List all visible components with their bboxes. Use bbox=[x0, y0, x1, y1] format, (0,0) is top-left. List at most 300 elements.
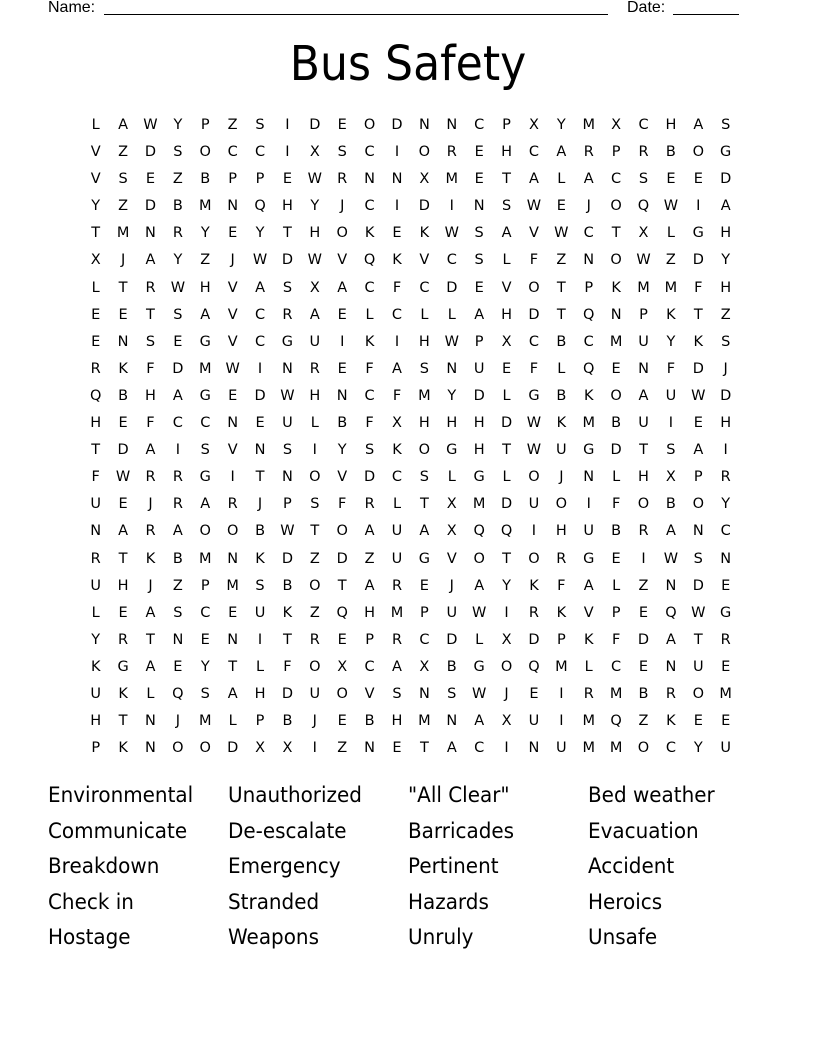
grid-letter: Q bbox=[583, 306, 595, 323]
grid-letter: F bbox=[611, 496, 621, 513]
grid-letter: N bbox=[117, 333, 129, 350]
grid-letter: U bbox=[391, 523, 403, 540]
grid-letter: Z bbox=[309, 604, 320, 621]
grid-letter: H bbox=[720, 225, 732, 242]
grid-letter: U bbox=[282, 415, 293, 432]
grid-letter: Z bbox=[364, 550, 375, 567]
grid-letter: S bbox=[447, 685, 457, 702]
grid-letter: V bbox=[583, 604, 594, 621]
grid-letter: Q bbox=[336, 604, 348, 621]
grid-letter: E bbox=[693, 415, 703, 432]
grid-letter: J bbox=[230, 252, 235, 269]
grid-letter: S bbox=[693, 550, 703, 567]
grid-letter: A bbox=[419, 523, 430, 540]
grid-letter: T bbox=[310, 523, 320, 540]
grid-letter: A bbox=[665, 523, 676, 540]
grid-letter: E bbox=[666, 171, 676, 188]
grid-letter: N bbox=[145, 225, 156, 242]
grid-row bbox=[82, 412, 739, 439]
grid-letter: K bbox=[556, 604, 567, 621]
word-list-item: Environmental bbox=[48, 783, 194, 807]
grid-letter: Y bbox=[200, 225, 210, 242]
grid-letter: S bbox=[638, 171, 649, 188]
grid-letter: S bbox=[282, 279, 293, 296]
word-list-item: Weapons bbox=[228, 925, 319, 950]
grid-letter: C bbox=[364, 144, 375, 161]
grid-letter: X bbox=[501, 631, 512, 648]
grid-row bbox=[82, 602, 739, 629]
grid-letter: A bbox=[693, 442, 704, 459]
grid-letter: L bbox=[502, 252, 511, 269]
word-list-item: Evacuation bbox=[588, 818, 699, 843]
grid-letter: S bbox=[173, 604, 183, 621]
grid-letter: N bbox=[528, 740, 540, 757]
grid-letter: T bbox=[639, 442, 648, 459]
grid-letter: S bbox=[474, 225, 484, 242]
grid-letter: B bbox=[337, 415, 348, 432]
grid-letter: H bbox=[364, 604, 376, 621]
grid-letter: C bbox=[364, 198, 375, 215]
grid-letter: O bbox=[336, 685, 348, 702]
grid-letter: F bbox=[146, 415, 155, 432]
grid-letter: P bbox=[584, 279, 594, 296]
grid-letter: H bbox=[473, 442, 485, 459]
word-list-item: Communicate bbox=[48, 818, 188, 843]
grid-letter: K bbox=[556, 415, 567, 432]
grid-letter: E bbox=[474, 144, 484, 161]
grid-letter: R bbox=[364, 496, 375, 513]
grid-letter: N bbox=[90, 523, 102, 540]
grid-letter: R bbox=[90, 550, 101, 567]
grid-letter: V bbox=[528, 225, 539, 242]
grid-letter: K bbox=[419, 225, 430, 242]
grid-letter: D bbox=[720, 171, 732, 188]
grid-letter: O bbox=[610, 252, 622, 269]
grid-letter: N bbox=[145, 740, 156, 757]
grid-letter: W bbox=[444, 225, 459, 242]
grid-letter: Z bbox=[309, 550, 320, 567]
grid-letter: F bbox=[283, 658, 292, 675]
grid-letter: B bbox=[611, 415, 622, 432]
grid-letter: O bbox=[528, 469, 540, 486]
grid-letter: S bbox=[118, 171, 128, 188]
grid-letter: E bbox=[501, 360, 512, 377]
grid-letter: Q bbox=[254, 198, 266, 215]
grid-letter: C bbox=[391, 306, 403, 323]
grid-letter: V bbox=[227, 279, 238, 296]
grid-letter: E bbox=[118, 306, 128, 323]
grid-letter: M bbox=[199, 550, 212, 567]
grid-letter: B bbox=[282, 577, 293, 594]
grid-letter: X bbox=[309, 144, 320, 161]
grid-letter: O bbox=[309, 658, 321, 675]
grid-letter: S bbox=[419, 360, 429, 377]
grid-letter: T bbox=[91, 442, 101, 459]
grid-letter: Y bbox=[91, 198, 101, 215]
grid-letter: I bbox=[312, 740, 317, 757]
grid-letter: W bbox=[691, 604, 706, 621]
grid-letter: Q bbox=[363, 252, 376, 269]
grid-letter: A bbox=[720, 198, 731, 215]
grid-letter: T bbox=[228, 658, 238, 675]
grid-letter: U bbox=[309, 685, 321, 702]
grid-letter: W bbox=[307, 252, 322, 269]
grid-letter: S bbox=[173, 306, 183, 323]
grid-letter: C bbox=[474, 740, 485, 757]
grid-letter: G bbox=[117, 658, 129, 675]
grid-letter: L bbox=[365, 306, 374, 323]
grid-letter: I bbox=[230, 469, 235, 486]
grid-letter: H bbox=[391, 713, 403, 730]
grid-letter: R bbox=[638, 144, 649, 161]
grid-letter: E bbox=[721, 658, 731, 675]
grid-letter: F bbox=[666, 360, 676, 377]
grid-letter: N bbox=[227, 550, 239, 567]
grid-letter: Z bbox=[118, 198, 129, 215]
grid-letter: C bbox=[446, 252, 457, 269]
grid-letter: X bbox=[255, 740, 265, 757]
grid-letter: X bbox=[309, 279, 320, 296]
grid-letter: U bbox=[309, 333, 321, 350]
grid-letter: W bbox=[526, 442, 542, 459]
grid-letter: C bbox=[364, 387, 375, 404]
grid-letter: L bbox=[447, 306, 456, 323]
grid-letter: W bbox=[225, 360, 240, 377]
grid-letter: C bbox=[583, 225, 594, 242]
grid-letter: K bbox=[392, 252, 402, 269]
grid-letter: Q bbox=[473, 523, 485, 540]
grid-letter: A bbox=[474, 306, 485, 323]
grid-letter: V bbox=[419, 252, 430, 269]
grid-letter: Y bbox=[721, 252, 731, 269]
grid-letter: L bbox=[612, 469, 621, 486]
grid-letter: B bbox=[665, 144, 676, 161]
grid-letter: K bbox=[693, 333, 704, 350]
grid-letter: L bbox=[584, 658, 593, 675]
grid-letter: O bbox=[692, 144, 704, 161]
grid-letter: E bbox=[474, 279, 484, 296]
grid-letter: J bbox=[559, 469, 564, 486]
grid-letter: P bbox=[502, 117, 511, 133]
grid-letter: Y bbox=[173, 252, 183, 269]
grid-row bbox=[82, 656, 739, 683]
grid-letter: I bbox=[394, 144, 400, 161]
grid-letter: C bbox=[254, 333, 266, 350]
grid-letter: F bbox=[611, 631, 621, 648]
grid-letter: U bbox=[90, 496, 101, 513]
grid-letter: E bbox=[337, 360, 347, 377]
grid-letter: X bbox=[665, 469, 676, 486]
grid-letter: B bbox=[282, 713, 293, 730]
grid-letter: I bbox=[531, 523, 537, 540]
grid-row bbox=[82, 195, 739, 222]
grid-letter: U bbox=[90, 577, 101, 594]
grid-letter: D bbox=[692, 360, 704, 377]
grid-letter: U bbox=[583, 523, 595, 540]
grid-letter: D bbox=[692, 577, 704, 594]
grid-letter: W bbox=[143, 117, 158, 133]
grid-letter: N bbox=[227, 415, 239, 432]
grid-letter: E bbox=[337, 631, 347, 648]
grid-letter: A bbox=[446, 740, 457, 757]
grid-letter: I bbox=[641, 550, 646, 567]
grid-letter: T bbox=[146, 306, 155, 323]
grid-letter: N bbox=[446, 360, 458, 377]
grid-row bbox=[82, 168, 739, 195]
grid-letter: O bbox=[363, 117, 376, 133]
grid-letter: H bbox=[555, 523, 567, 540]
grid-letter: N bbox=[418, 117, 430, 133]
grid-letter: V bbox=[364, 685, 375, 702]
grid-letter: Q bbox=[637, 198, 650, 215]
grid-letter: H bbox=[418, 333, 430, 350]
grid-letter: R bbox=[528, 604, 539, 621]
grid-letter: G bbox=[692, 225, 704, 242]
grid-row bbox=[82, 222, 739, 249]
grid-letter: D bbox=[227, 740, 239, 757]
grid-letter: Q bbox=[583, 360, 595, 377]
grid-letter: A bbox=[528, 171, 539, 188]
grid-letter: S bbox=[145, 333, 156, 350]
grid-letter: G bbox=[720, 604, 732, 621]
grid-letter: N bbox=[610, 306, 622, 323]
grid-letter: E bbox=[611, 550, 621, 567]
grid-letter: K bbox=[282, 604, 293, 621]
grid-letter: E bbox=[611, 360, 621, 377]
grid-letter: B bbox=[638, 685, 649, 702]
grid-letter: X bbox=[90, 252, 101, 269]
grid-letter: S bbox=[310, 496, 320, 513]
grid-letter: D bbox=[446, 631, 458, 648]
name-field[interactable] bbox=[104, 0, 608, 15]
grid-letter: G bbox=[473, 469, 485, 486]
grid-letter: E bbox=[474, 171, 484, 188]
grid-letter: P bbox=[255, 171, 265, 188]
grid-letter: V bbox=[90, 171, 101, 188]
grid-letter: T bbox=[283, 631, 292, 648]
grid-letter: I bbox=[285, 117, 290, 133]
grid-letter: T bbox=[118, 550, 128, 567]
grid-letter: F bbox=[529, 252, 539, 269]
grid-letter: C bbox=[665, 740, 676, 757]
grid-letter: A bbox=[364, 523, 375, 540]
grid-letter: O bbox=[555, 496, 568, 513]
grid-letter: O bbox=[692, 685, 704, 702]
grid-letter: P bbox=[200, 577, 210, 594]
grid-letter: H bbox=[720, 415, 732, 432]
grid-row bbox=[82, 710, 739, 737]
grid-letter: Q bbox=[528, 658, 540, 675]
grid-letter: E bbox=[173, 333, 183, 350]
grid-letter: E bbox=[228, 225, 238, 242]
grid-letter: G bbox=[418, 550, 430, 567]
date-field[interactable] bbox=[673, 0, 739, 15]
grid-letter: D bbox=[144, 144, 157, 161]
grid-letter: O bbox=[309, 577, 321, 594]
grid-letter: G bbox=[199, 469, 211, 486]
grid-letter: B bbox=[200, 171, 211, 188]
grid-letter: V bbox=[446, 550, 457, 567]
grid-letter: R bbox=[145, 469, 156, 486]
grid-letter: U bbox=[720, 740, 731, 757]
grid-letter: F bbox=[338, 496, 347, 513]
grid-letter: M bbox=[609, 740, 623, 757]
grid-letter: Z bbox=[118, 144, 129, 161]
grid-letter: E bbox=[392, 740, 402, 757]
grid-letter: T bbox=[419, 496, 429, 513]
grid-letter: A bbox=[638, 387, 649, 404]
grid-letter: N bbox=[282, 360, 293, 377]
grid-letter: U bbox=[528, 713, 540, 730]
grid-letter: R bbox=[583, 685, 594, 702]
grid-letter: P bbox=[556, 631, 566, 648]
grid-letter: C bbox=[364, 279, 375, 296]
grid-letter: M bbox=[445, 171, 459, 188]
grid-letter: Y bbox=[337, 442, 347, 459]
grid-letter: S bbox=[364, 442, 375, 459]
grid-letter: Y bbox=[91, 631, 101, 648]
grid-letter: A bbox=[392, 360, 402, 377]
grid-letter: C bbox=[227, 144, 238, 161]
grid-letter: A bbox=[337, 279, 348, 296]
grid-letter: M bbox=[418, 387, 431, 404]
grid-letter: H bbox=[418, 415, 430, 432]
grid-letter: J bbox=[586, 198, 591, 215]
grid-letter: C bbox=[720, 523, 731, 540]
grid-letter: D bbox=[144, 198, 157, 215]
grid-letter: S bbox=[392, 685, 402, 702]
grid-letter: N bbox=[336, 387, 348, 404]
grid-letter: C bbox=[200, 604, 211, 621]
grid-letter: O bbox=[199, 523, 211, 540]
grid-letter: Q bbox=[610, 713, 622, 730]
grid-letter: F bbox=[365, 360, 374, 377]
grid-letter: K bbox=[364, 225, 375, 242]
grid-letter: E bbox=[173, 658, 183, 675]
grid-letter: K bbox=[364, 333, 375, 350]
grid-letter: C bbox=[364, 658, 375, 675]
grid-letter: A bbox=[556, 144, 567, 161]
grid-letter: B bbox=[556, 333, 567, 350]
grid-letter: C bbox=[528, 333, 539, 350]
grid-letter: A bbox=[474, 577, 485, 594]
grid-letter: F bbox=[146, 360, 155, 377]
grid-letter: W bbox=[471, 685, 487, 702]
word-search-grid bbox=[82, 114, 739, 764]
grid-letter: V bbox=[337, 469, 348, 486]
grid-letter: N bbox=[665, 577, 677, 594]
word-list bbox=[48, 780, 768, 958]
grid-letter: A bbox=[309, 306, 320, 323]
grid-letter: I bbox=[668, 415, 674, 432]
grid-letter: N bbox=[364, 171, 376, 188]
grid-letter: M bbox=[582, 117, 595, 133]
grid-row bbox=[82, 331, 739, 358]
grid-letter: L bbox=[475, 631, 484, 648]
grid-letter: G bbox=[583, 442, 595, 459]
grid-row bbox=[82, 141, 739, 168]
grid-letter: C bbox=[254, 306, 266, 323]
grid-letter: K bbox=[392, 442, 402, 459]
grid-letter: R bbox=[638, 523, 649, 540]
grid-letter: O bbox=[226, 523, 239, 540]
grid-letter: A bbox=[501, 225, 512, 242]
grid-letter: O bbox=[336, 225, 348, 242]
grid-letter: S bbox=[282, 442, 293, 459]
grid-letter: M bbox=[116, 225, 130, 242]
grid-letter: N bbox=[391, 171, 403, 188]
grid-row bbox=[82, 493, 739, 520]
grid-letter: Y bbox=[255, 225, 265, 242]
grid-letter: N bbox=[418, 685, 430, 702]
grid-letter: W bbox=[444, 333, 459, 350]
grid-letter: R bbox=[172, 496, 183, 513]
grid-letter: R bbox=[446, 144, 457, 161]
grid-letter: D bbox=[692, 252, 704, 269]
grid-letter: I bbox=[559, 685, 564, 702]
grid-letter: P bbox=[283, 496, 292, 513]
grid-letter: N bbox=[692, 523, 704, 540]
grid-letter: W bbox=[554, 225, 569, 242]
grid-letter: P bbox=[255, 713, 265, 730]
grid-letter: D bbox=[281, 252, 294, 269]
grid-letter: D bbox=[364, 469, 376, 486]
grid-letter: B bbox=[446, 658, 457, 675]
grid-letter: L bbox=[91, 279, 100, 296]
grid-letter: A bbox=[693, 117, 704, 133]
grid-letter: A bbox=[145, 604, 156, 621]
grid-row bbox=[82, 358, 739, 385]
word-list-item: Unauthorized bbox=[228, 783, 362, 807]
grid-letter: P bbox=[611, 144, 621, 161]
grid-letter: T bbox=[419, 740, 429, 757]
grid-letter: B bbox=[556, 387, 567, 404]
grid-letter: D bbox=[254, 387, 266, 404]
grid-letter: S bbox=[200, 442, 210, 459]
grid-letter: L bbox=[557, 171, 566, 188]
grid-letter: J bbox=[340, 198, 345, 215]
grid-letter: A bbox=[118, 117, 129, 133]
grid-letter: O bbox=[610, 387, 622, 404]
grid-letter: R bbox=[720, 469, 731, 486]
grid-letter: V bbox=[227, 306, 238, 323]
grid-letter: I bbox=[312, 442, 317, 459]
grid-letter: Q bbox=[172, 685, 184, 702]
grid-letter: H bbox=[309, 225, 321, 242]
grid-row bbox=[82, 304, 739, 331]
grid-letter: C bbox=[172, 415, 183, 432]
grid-letter: Z bbox=[556, 252, 567, 269]
grid-letter: M bbox=[637, 279, 650, 296]
grid-letter: Y bbox=[310, 198, 320, 215]
grid-letter: R bbox=[145, 279, 156, 296]
word-list-item: Barricades bbox=[408, 818, 515, 843]
grid-letter: W bbox=[170, 279, 186, 296]
grid-letter: S bbox=[173, 144, 183, 161]
grid-letter: B bbox=[118, 387, 129, 404]
grid-letter: D bbox=[418, 198, 430, 215]
grid-letter: D bbox=[500, 415, 513, 432]
grid-letter: G bbox=[446, 442, 458, 459]
grid-letter: C bbox=[200, 415, 211, 432]
word-list-item: Unruly bbox=[408, 925, 474, 950]
grid-letter: P bbox=[365, 631, 374, 648]
grid-letter: R bbox=[282, 306, 293, 323]
grid-letter: I bbox=[504, 604, 509, 621]
grid-letter: H bbox=[501, 144, 512, 161]
grid-letter: W bbox=[115, 469, 131, 486]
grid-letter: E bbox=[392, 225, 402, 242]
